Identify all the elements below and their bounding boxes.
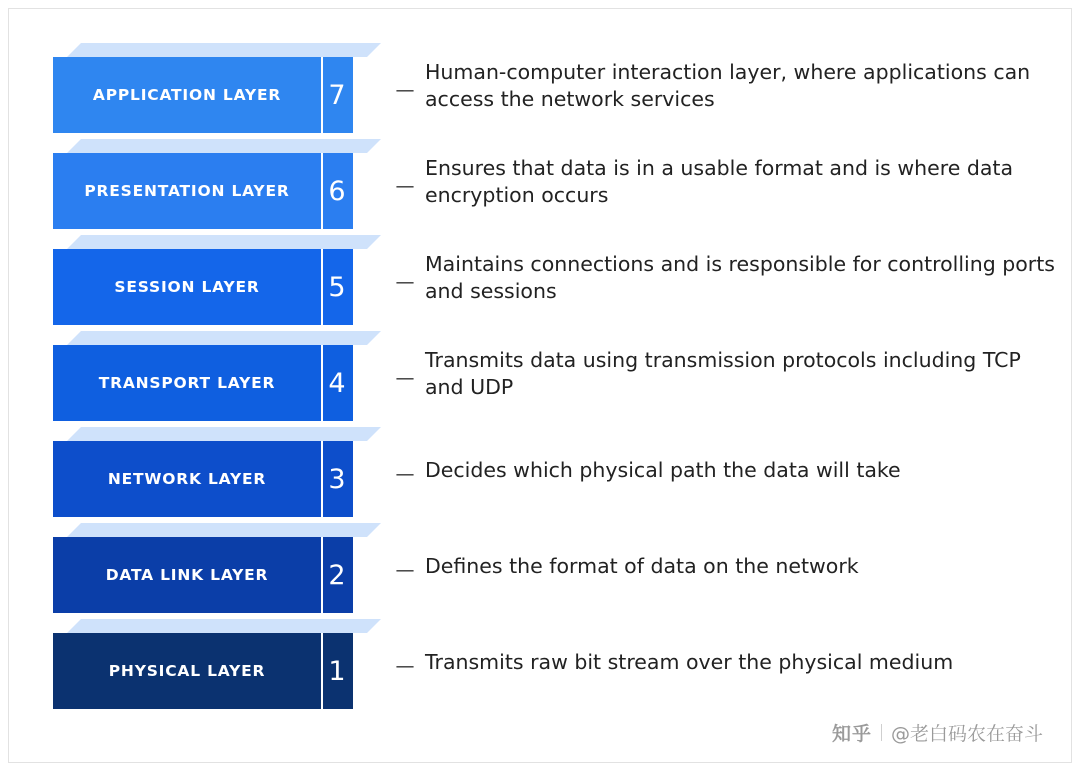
layer-name-5: SESSION LAYER — [114, 278, 260, 296]
layer-name-1: PHYSICAL LAYER — [108, 662, 266, 680]
layer-box-7 — [53, 57, 353, 133]
layer-box-5 — [53, 249, 353, 325]
layer-description-2: Defines the format of data on the network — [425, 554, 859, 578]
layer-name-4: TRANSPORT LAYER — [98, 374, 276, 392]
layer-number-5: 5 — [328, 271, 346, 303]
layer-number-6: 6 — [328, 175, 346, 207]
connector-dash-4: — — [395, 367, 415, 389]
layer-box-6 — [53, 153, 353, 229]
layer-box-top-face-7 — [67, 43, 381, 57]
layer-box-top-face-1 — [67, 619, 381, 633]
osi-layer-row-4 — [9, 331, 1071, 427]
layer-number-7: 7 — [328, 79, 346, 111]
layer-name-3: NETWORK LAYER — [107, 470, 267, 488]
connector-dash-7: — — [395, 79, 415, 101]
layer-description-1: Transmits raw bit stream over the physical medium — [425, 650, 954, 674]
layer-box-2 — [53, 537, 353, 613]
osi-layer-row-3 — [9, 427, 1071, 523]
osi-layer-row-1 — [9, 619, 1071, 715]
connector-dash-2: — — [395, 559, 415, 581]
osi-layer-row-5 — [9, 235, 1071, 331]
layer-box-top-face-4 — [67, 331, 381, 345]
osi-layer-row-2 — [9, 523, 1071, 619]
diagram-frame — [8, 8, 1072, 763]
layer-description-5: Maintains connections and is responsible for controlling ports and sessions — [425, 252, 1055, 304]
layer-box-top-face-3 — [67, 427, 381, 441]
layer-box-top-face-6 — [67, 139, 381, 153]
layer-number-2: 2 — [328, 559, 346, 591]
layer-box-1 — [53, 633, 353, 709]
layer-name-7: APPLICATION LAYER — [92, 86, 282, 104]
layer-description-4: Transmits data using transmission protocols including TCP and UDP — [425, 348, 1021, 400]
layer-name-6: PRESENTATION LAYER — [84, 182, 290, 200]
osi-layer-row-7 — [9, 43, 1071, 139]
layer-description-3: Decides which physical path the data will take — [425, 458, 901, 482]
connector-dash-6: — — [395, 175, 415, 197]
layer-number-1: 1 — [328, 655, 346, 687]
watermark-divider — [881, 724, 882, 741]
layer-box-4 — [53, 345, 353, 421]
layer-description-7: Human-computer interaction layer, where applications can access the network services — [425, 60, 1031, 112]
layer-box-top-face-2 — [67, 523, 381, 537]
layer-box-top-face-5 — [67, 235, 381, 249]
layer-number-4: 4 — [328, 367, 346, 399]
connector-dash-5: — — [395, 271, 415, 293]
layer-name-2: DATA LINK LAYER — [105, 566, 269, 584]
connector-dash-3: — — [395, 463, 415, 485]
layer-box-3 — [53, 441, 353, 517]
connector-dash-1: — — [395, 655, 415, 677]
zhihu-logo: 知乎 — [831, 723, 872, 745]
layer-number-3: 3 — [328, 463, 346, 495]
osi-layer-row-6 — [9, 139, 1071, 235]
watermark — [832, 719, 1043, 746]
watermark-handle: @老白码农在奋斗 — [890, 723, 1043, 745]
layer-description-6: Ensures that data is in a usable format and is where data encryption occurs — [425, 156, 1014, 208]
